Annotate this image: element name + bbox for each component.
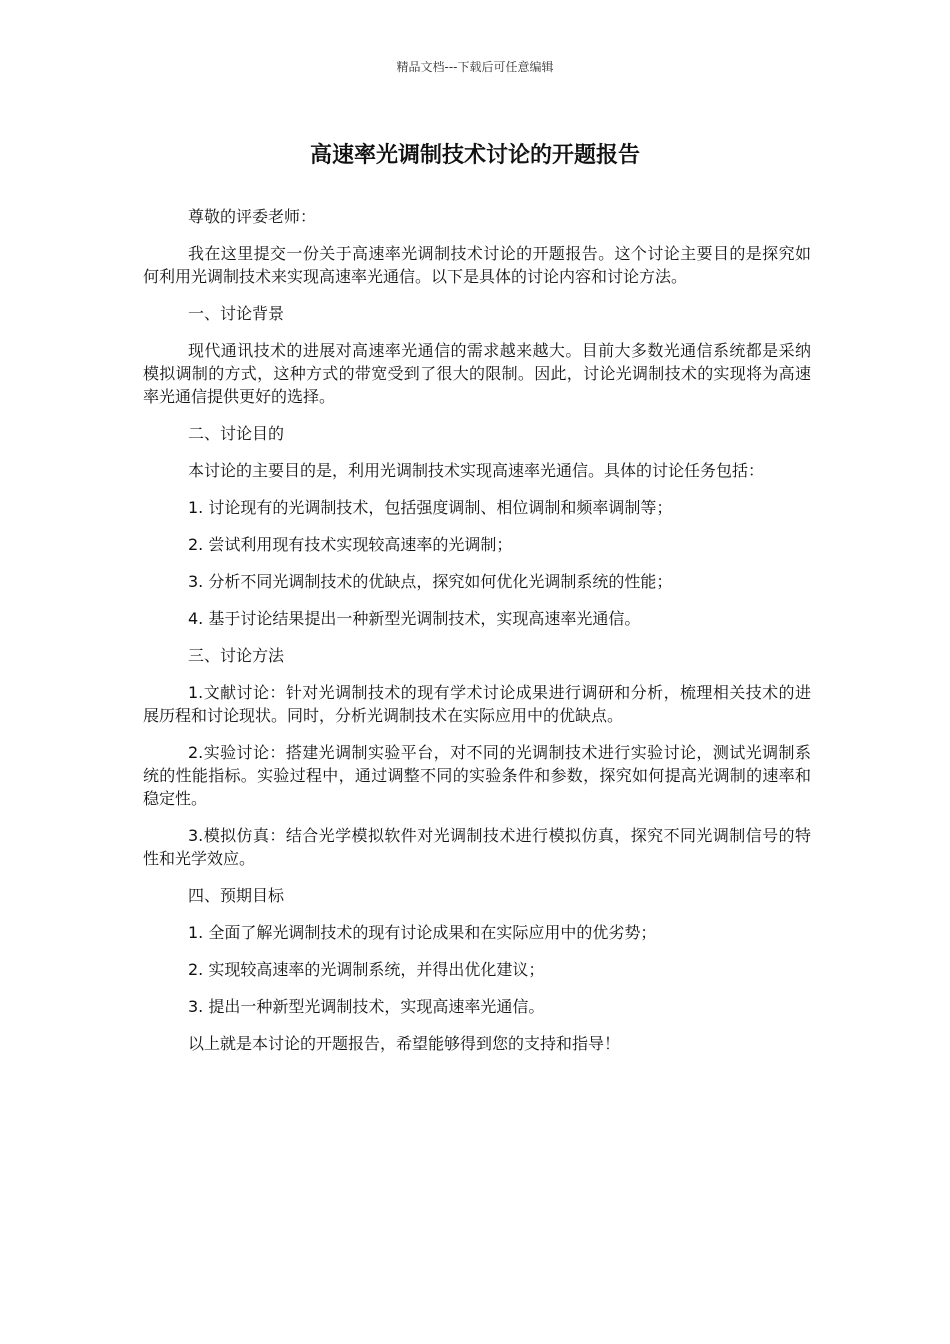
method-item-3: 3.模拟仿真：结合光学模拟软件对光调制技术进行模拟仿真，探究不同光调制信号的特性和光学效应。 [143,826,811,868]
method-item-1: 1.文献讨论：针对光调制技术的现有学术讨论成果进行调研和分析，梳理相关技术的进展历程和讨论现状。同时，分析光调制技术在实际应用中的优缺点。 [143,683,811,725]
purpose-item-4: 4. 基于讨论结果提出一种新型光调制技术，实现高速率光通信。 [188,609,641,628]
intro-paragraph: 我在这里提交一份关于高速率光调制技术讨论的开题报告。这个讨论主要目的是探究如何利用光调制技术来实现高速率光通信。以下是具体的讨论内容和讨论方法。 [143,244,811,286]
section-heading-background: 一、讨论背景 [188,304,285,323]
method-item-2: 2.实验讨论：搭建光调制实验平台，对不同的光调制技术进行实验讨论，测试光调制系统的性能指标。实验过程中，通过调整不同的实验条件和参数，探究如何提高光调制的速率和稳定性。 [143,743,811,808]
purpose-item-3: 3. 分析不同光调制技术的优缺点，探究如何优化光调制系统的性能； [188,572,673,591]
goal-item-2: 2. 实现较高速率的光调制系统，并得出优化建议； [188,960,545,979]
section-heading-methods: 三、讨论方法 [188,646,285,665]
background-paragraph: 现代通讯技术的进展对高速率光通信的需求越来越大。目前大多数光通信系统都是采纳模拟调制的方式，这种方式的带宽受到了很大的限制。因此，讨论光调制技术的实现将为高速率光通信提供更好的选择。 [143,341,811,406]
goal-item-1: 1. 全面了解光调制技术的现有讨论成果和在实际应用中的优劣势； [188,923,657,942]
goal-item-3: 3. 提出一种新型光调制技术，实现高速率光通信。 [188,997,545,1016]
document-title: 高速率光调制技术讨论的开题报告 [309,143,640,168]
purpose-item-1: 1. 讨论现有的光调制技术，包括强度调制、相位调制和频率调制等； [188,498,673,517]
closing-paragraph: 以上就是本讨论的开题报告，希望能够得到您的支持和指导！ [188,1034,621,1053]
section-heading-goals: 四、预期目标 [188,886,285,905]
section-heading-purpose: 二、讨论目的 [188,424,285,443]
purpose-item-2: 2. 尝试利用现有技术实现较高速率的光调制； [188,535,513,554]
salutation: 尊敬的评委老师： [188,207,317,226]
purpose-paragraph: 本讨论的主要目的是，利用光调制技术实现高速率光通信。具体的讨论任务包括： [188,461,765,480]
document-body [143,205,811,1069]
header-note: 精品文档---下载后可任意编辑 [396,60,554,74]
